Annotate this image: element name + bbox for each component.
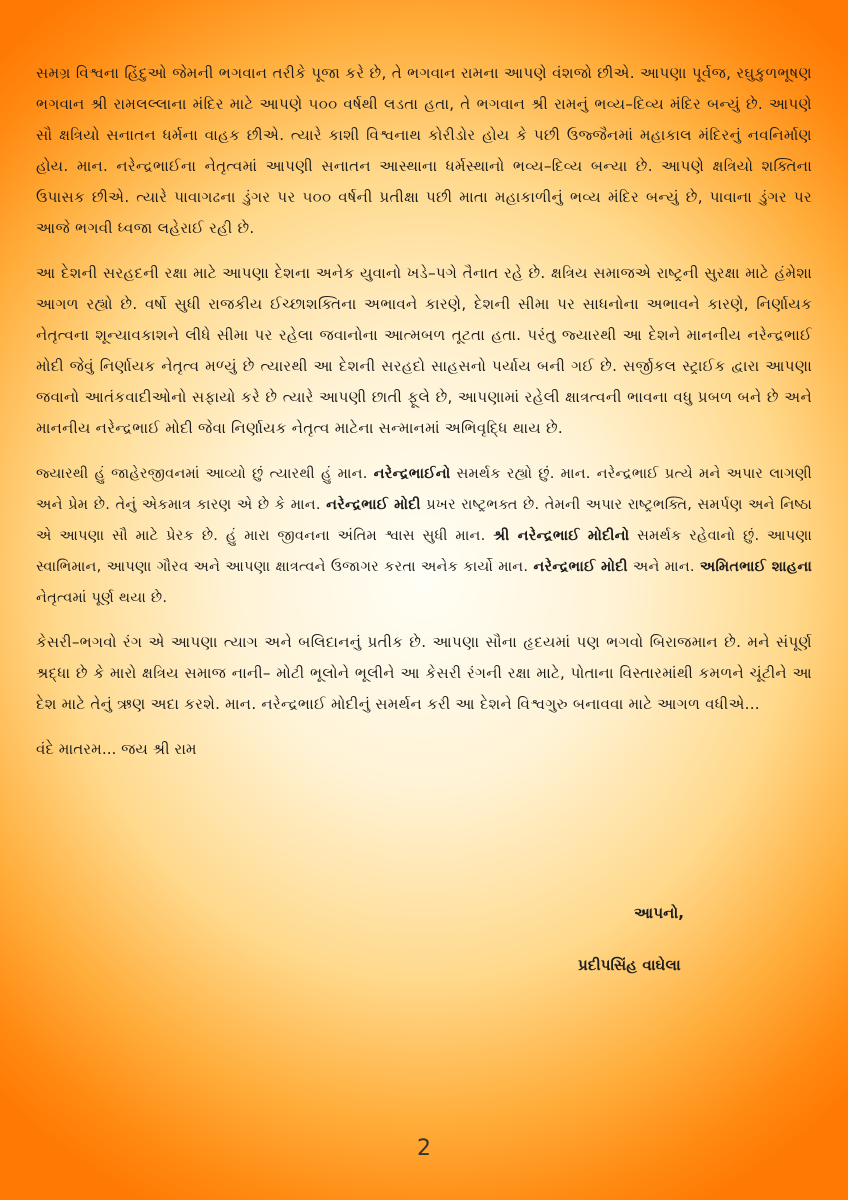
bold-name: નરેન્દ્રભાઈ મોદી <box>533 558 628 575</box>
bold-name: નરેન્દ્રભાઈ મોદી <box>326 496 421 513</box>
letter-body <box>36 58 812 765</box>
signoff: આપનો, <box>634 904 685 922</box>
paragraph-saffron-color: કેસરી–ભગવો રંગ એ આપણા ત્યાગ અને બલિદાનનું પ્રતીક છે. આપણા સૌના હૃદયમાં પણ ભગવો બિરાજમાન છે. મને સંપૂર્ણ શ્રદ્ધા છે કે મારો ક્ષત્રિય સમાજ નાની– મોટી ભૂલોને ભૂલીને આ કેસરી રંગની રક્ષા માટે, પોતાના વિસ્તારમાંથી કમળને ચૂંટીને આ દેશ માટે તેનું ઋણ અદા કરશે. માન. નરેન્દ્રભાઈ મોદીનું સમર્થન કરી આ દેશને વિશ્વગુરુ બનાવવા માટે આગળ વધીએ... <box>36 633 812 713</box>
closing-slogan: વંદે માતરમ... જય શ્રી રામ <box>36 740 197 758</box>
bold-name: શ્રી નરેન્દ્રભાઈ મોદીનો <box>493 527 630 544</box>
signature-name: પ્રદીપસિંહ વાઘેલા <box>578 956 681 974</box>
text-segment: સમર્થક રહ્યો છું. માન. નરેન્દ્રભાઈ પ્રત્યે મને અપાર લાગણી અને પ્રેમ છે. તેનું એકમાત્ર કારણ એ છે કે માન. <box>36 465 812 513</box>
paragraph-ram-mandir: સમગ્ર વિશ્વના હિંદુઓ જેમની ભગવાન તરીકે પૂજા કરે છે, તે ભગવાન રામના આપણે વંશજો છીએ. આપણા પૂર્વજ, રઘુકુળભૂષણ ભગવાન શ્રી રામલલ્લાના મંદિર માટે આપણે ૫૦૦ વર્ષથી લડતા હતા, તે ભગવાન શ્રી રામનું ભવ્ય–દિવ્ય મંદિર બન્યું છે. આપણે સૌ ક્ષત્રિયો સનાતન ધર્મના વાહક છીએ. ત્યારે કાશી વિશ્વનાથ કોરીડોર હોય કે પછી ઉજ્જૈનમાં મહાકાલ મંદિરનું નવનિર્માણ હોય. માન. નરેન્દ્રભાઈના નેતૃત્વમાં આપણી સનાતન આસ્થાના ધર્મસ્થાનો ભવ્ય–દિવ્ય બન્યા છે. આપણે ક્ષત્રિયો શક્તિના ઉપાસક છીએ. ત્યારે પાવાગઢના ડુંગર પર ૫૦૦ વર્ષની પ્રતીક્ષા પછી માતા મહાકાળીનું ભવ્ય મંદિર બન્યું છે, પાવાના ડુંગર પર આજે ભગવી ધ્વજા લહેરાઈ રહી છે. <box>36 64 812 237</box>
paragraph-support-modi <box>36 458 812 613</box>
text-segment: સમર્થક રહેવાનો છું. આપણા સ્વાભિમાન, આપણા ગૌરવ અને આપણા ક્ષાત્રત્વને ઉજાગર કરતા અનેક કાર્યો માન. <box>36 527 812 575</box>
text-segment: જ્યારથી હું જાહેરજીવનમાં આવ્યો છું ત્યારથી હું માન. <box>36 465 374 482</box>
text-segment: અને માન. <box>627 558 700 575</box>
paragraph-border-security: આ દેશની સરહદની રક્ષા માટે આપણા દેશના અનેક યુવાનો ખડે–પગે તૈનાત રહે છે. ક્ષત્રિય સમાજએ રાષ્ટ્રની સુરક્ષા માટે હંમેશા આગળ રહ્યો છે. વર્ષો સુધી રાજકીય ઈચ્છાશક્તિના અભાવને કારણે, દેશની સીમા પર સાધનોના અભાવને કારણે, નિર્ણાયક નેતૃત્વના શૂન્યાવકાશને લીધે સીમા પર રહેલા જવાનોના આત્મબળ તૂટતા હતા. પરંતુ જ્યારથી આ દેશને માનનીય નરેન્દ્રભાઈ મોદી જેવું નિર્ણાયક નેતૃત્વ મળ્યું છે ત્યારથી આ દેશની સરહદો સાહસનો પર્યાય બની ગઈ છે. સર્જીકલ સ્ટ્રાઈક દ્વારા આપણા જવાનો આતંકવાદીઓનો સફાયો કરે છે ત્યારે આપણી છાતી ફૂલે છે, આપણામાં રહેલી ક્ષાત્રત્વની ભાવના વધુ પ્રબળ બને છે અને માનનીય નરેન્દ્રભાઈ મોદી જેવા નિર્ણાયક નેતૃત્વ માટેના સન્માનમાં અભિવૃદ્ધિ થાય છે. <box>36 264 813 437</box>
text-segment: પ્રખર રાષ્ટ્રભક્ત છે. તેમની અપાર રાષ્ટ્રભક્તિ, સમર્પણ અને નિષ્ઠા એ આપણા સૌ માટે પ્રેરક છે. હું મારા જીવનના અંતિમ શ્વાસ સુધી માન. <box>36 496 812 544</box>
bold-name: નરેન્દ્રભાઈનો <box>373 465 451 482</box>
text-segment: નેતૃત્વમાં પૂર્ણ થયા છે. <box>36 589 168 606</box>
bold-name: અમિતભાઈ શાહના <box>699 558 812 575</box>
page-number: 2 <box>417 1136 431 1161</box>
